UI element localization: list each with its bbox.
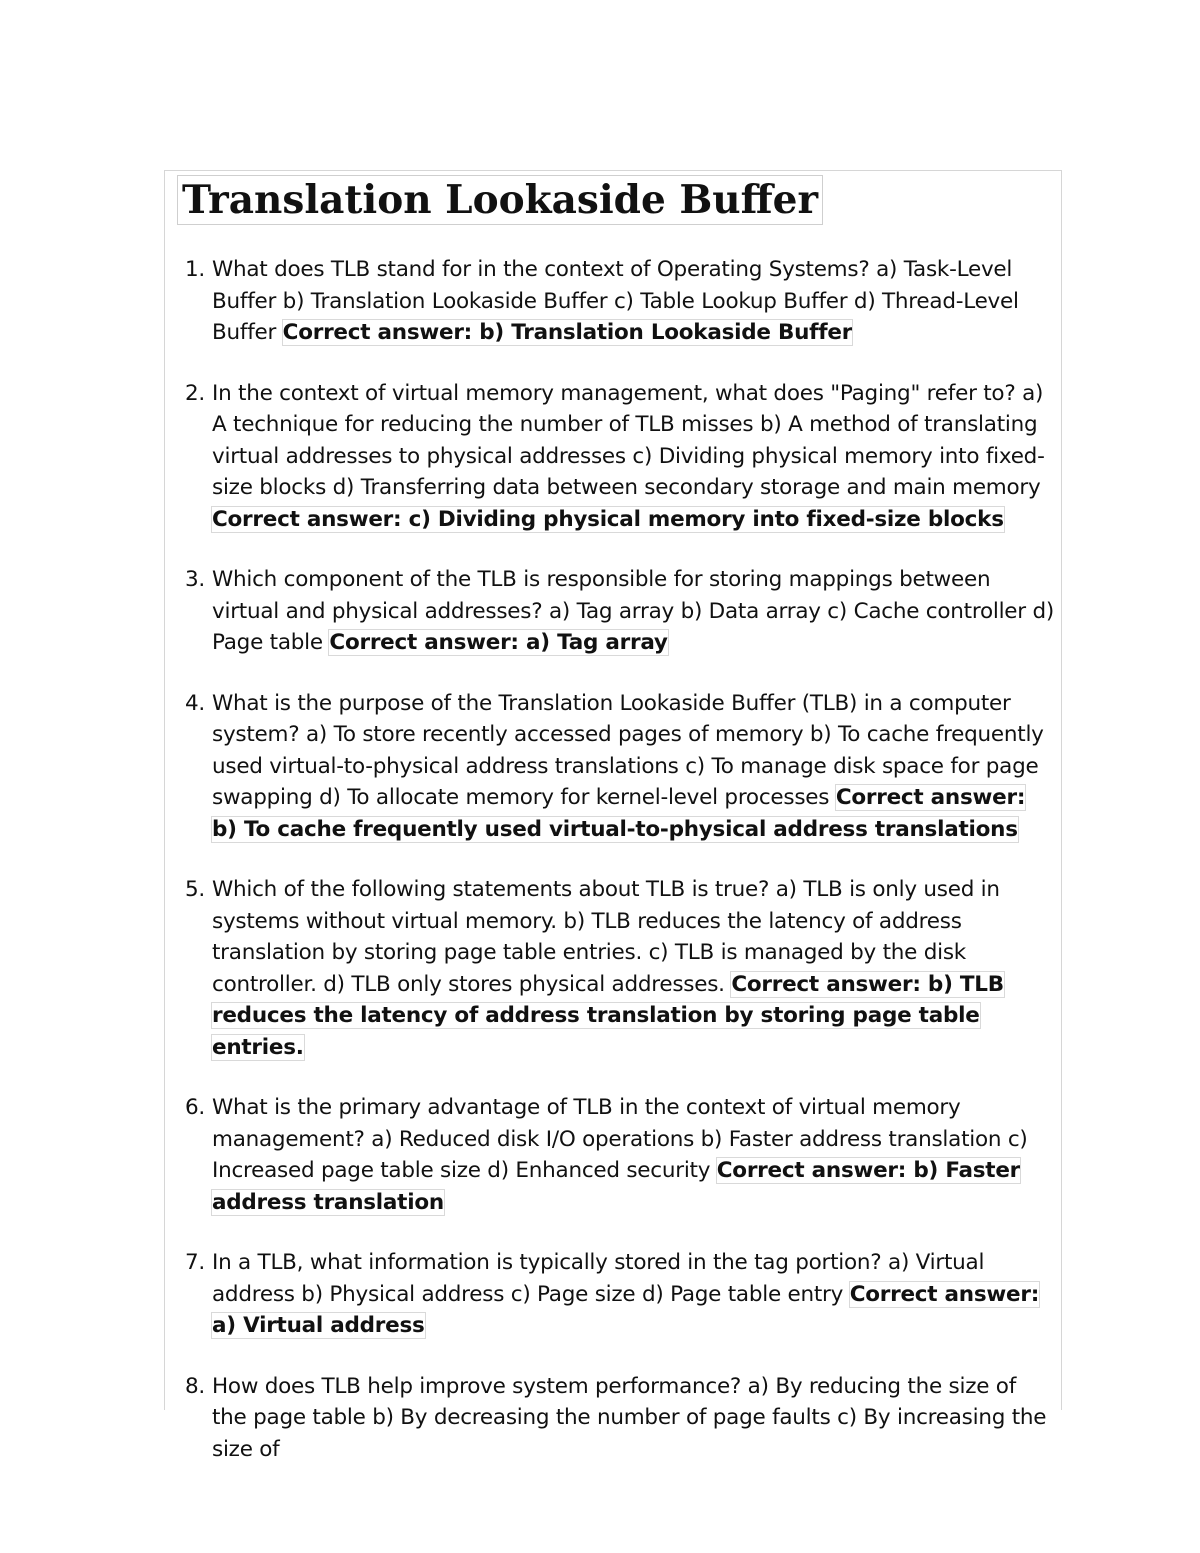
question-list bbox=[165, 254, 1055, 1494]
correct-answer: Correct answer: b) Faster address translation bbox=[212, 1158, 1021, 1215]
question-item bbox=[165, 378, 1055, 536]
question-number: 3. bbox=[184, 567, 205, 592]
question-text: What is the purpose of the Translation Lookaside Buffer (TLB) in a computer system? a) To store recently accessed pages of memory b) To cache frequently used virtual-to-physical address translations c) To manage disk space for page swapping d) To allocate memory for kernel-level processes bbox=[212, 690, 1044, 810]
question-text: Which of the following statements about TLB is true? a) TLB is only used in systems without virtual memory. b) TLB reduces the latency of address translation by storing page table entries. c) TLB is managed by the disk controller. d) TLB only stores physical addresses. bbox=[212, 877, 1000, 997]
question-number: 6. bbox=[184, 1095, 205, 1120]
question-item bbox=[165, 874, 1055, 1063]
question-text: How does TLB help improve system performance? a) By reducing the size of the page table b) By decreasing the number of page faults c) By increasing the size of bbox=[212, 1373, 1047, 1462]
question-item bbox=[165, 254, 1055, 349]
document-title: Translation Lookaside Buffer bbox=[177, 175, 823, 225]
question-number: 1. bbox=[184, 257, 205, 282]
correct-answer: Correct answer: b) To cache frequently used virtual-to-physical address translations bbox=[212, 785, 1026, 842]
question-item bbox=[165, 564, 1055, 659]
question-number: 5. bbox=[184, 877, 205, 902]
question-item bbox=[165, 1092, 1055, 1218]
correct-answer: Correct answer: b) TLB reduces the latency of address translation by storing page table entries. bbox=[212, 971, 1004, 1060]
question-text: In the context of virtual memory management, what does "Paging" refer to? a) A technique for reducing the number of TLB misses b) A method of translating virtual addresses to physical addresses c) Dividing physical memory into fixed-size blocks d) Transferring data between secondary storage and main memory bbox=[212, 380, 1045, 500]
correct-answer: Correct answer: c) Dividing physical memory into fixed-size blocks bbox=[212, 506, 1004, 532]
question-text: What is the primary advantage of TLB in the context of virtual memory management? a) Reduced disk I/O operations b) Faster address translation c) Increased page table size d) Enhanced security bbox=[212, 1095, 1028, 1183]
question-item bbox=[165, 688, 1055, 846]
question-item bbox=[165, 1247, 1055, 1342]
question-text: What does TLB stand for in the context of Operating Systems? a) Task-Level Buffer b) Translation Lookaside Buffer c) Table Lookup Buffer d) Thread-Level Buffer bbox=[212, 257, 1019, 345]
question-number: 2. bbox=[184, 380, 205, 406]
question-number: 4. bbox=[184, 690, 205, 716]
document-page bbox=[164, 170, 1062, 1462]
question-text: Which component of the TLB is responsible for storing mappings between virtual and physical addresses? a) Tag array b) Data array c) Cache controller d) Page table bbox=[212, 567, 1054, 655]
correct-answer: Correct answer: b) Translation Lookaside Buffer bbox=[282, 320, 853, 345]
question-number: 7. bbox=[184, 1250, 205, 1275]
correct-answer: Correct answer: a) Tag array bbox=[329, 630, 668, 655]
correct-answer: Correct answer: a) Virtual address bbox=[212, 1281, 1040, 1338]
question-item bbox=[165, 1371, 1055, 1466]
question-text: In a TLB, what information is typically stored in the tag portion? a) Virtual address b) Physical address c) Page size d) Page table entry bbox=[212, 1250, 985, 1307]
question-number: 8. bbox=[184, 1373, 205, 1399]
